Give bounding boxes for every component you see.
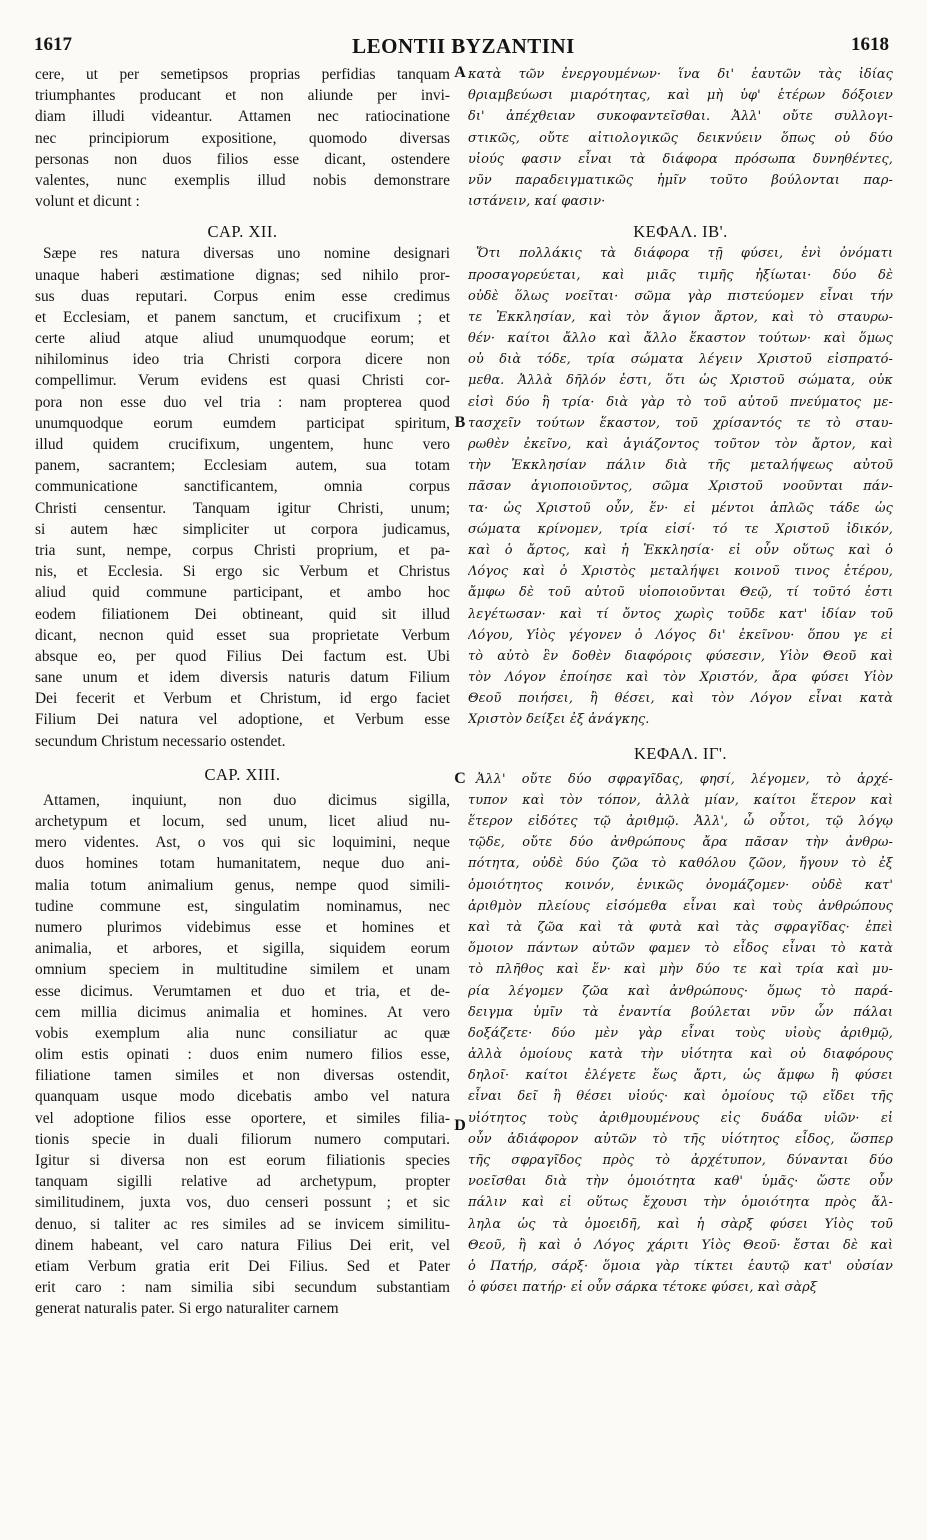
text-line: οὖν ἀδιάφορον αὐτῶν τὸ τῆς υἱότητος εἶδος, ὥσπερ: [468, 1131, 893, 1147]
text-line: similitudinem, juxta vos, duo censeri possunt ; et sic: [35, 1194, 450, 1212]
text-line: ἀριθμὸν πλείους εἰσόμεθα εἶναι καὶ τοὺς ἀνθρώπους: [468, 898, 893, 914]
text-line: Ἀλλ' οὔτε δύο σφραγῖδας, φησί, λέγομεν, τὸ ἀρχέ-: [476, 771, 893, 787]
text-line: archetypum et locum, sed unum, licet aliud nu-: [35, 813, 450, 830]
text-line: τασχεῖν τούτων ἕκαστον, τοῦ χρίσαντός τε τὸ σταυ-: [468, 415, 893, 431]
text-line: ρωθὲν ἐκεῖνο, καὶ ἁγιάζοντος τοῦτον τὸν ἄρτον, καὶ: [468, 437, 893, 452]
text-line: τὸν Λόγον ἐποίησε καὶ τὸν Χριστόν, ἄρα φύσει Υἱὸν: [468, 670, 893, 686]
text-line: οὐδὲ ὅλως νοεῖται· σῶμα γὰρ πιστεύομεν εἶναι τήν: [468, 288, 893, 304]
text-line: personas non duos filios esse dicant, ostendere: [35, 150, 450, 168]
text-line: ληλα ὡς τὰ ὁμοειδῆ, καὶ ἡ σὰρξ φύσει Υἱὸς τοῦ: [468, 1216, 893, 1232]
text-line: σώματα κρίνομεν, τρία εἰσί· τό τε Χριστοῦ ἰδικόν,: [468, 521, 893, 537]
text-line: καὶ ὁ ἄρτος, καὶ ἡ Ἐκκλησία· εἰ οὖν οὕτως καὶ ὁ: [468, 542, 893, 558]
text-line: νῦν παραδειγματικῶς ἡμῖν τοῦτο βούλονται παρ-: [468, 172, 893, 188]
text-line: unumquodque eorum eumdem participat spiritum,: [35, 414, 450, 432]
text-line: Igitur si diversa non est eorum filiationis species: [35, 1152, 450, 1169]
text-line: animalia, et arbores, et sigilla, siquidem eorum: [35, 940, 450, 958]
text-line: dinem habeant, vel caro natura Filius Dei erit, vel: [35, 1236, 450, 1254]
text-line: pora non esse duo vel tria : nam propterea quod: [35, 393, 450, 411]
margin-marker-a: A: [454, 64, 466, 81]
text-line: esse dicimus. Verumtamen et duo et tria, et de-: [35, 982, 450, 1000]
text-line: υἱότητος τοὺς ἀριθμουμένους εἰς δυάδα υἱῶν· εἰ: [468, 1110, 893, 1126]
latin-cap12-heading: CAP. XII.: [207, 222, 278, 242]
text-line: vel adoptione filios esse oportere, et similes filia-: [35, 1109, 450, 1127]
text-line: ρία λέγομεν ζῶα καὶ ἀνθρώπους· ὅμως τὸ παρά-: [468, 983, 893, 999]
text-line: panem, sacrantem; Ecclesiam autem, sua totam: [35, 457, 450, 475]
text-line: ἀλλὰ ὁμοίους κατὰ τὴν υἱότητα καὶ οὐ διαφόρους: [468, 1047, 893, 1063]
text-line: tanquam sigilli relative ad archetypum, propter: [35, 1173, 450, 1191]
margin-marker-d: D: [454, 1117, 466, 1134]
text-line: numero plurimos videbimus esse et homines et: [35, 918, 450, 936]
text-line: ἕτερον εἰδότες τῷ ἀριθμῷ. Ἀλλ', ὦ οὗτοι, τῷ λόγῳ: [468, 814, 893, 829]
text-line: secundum Christum necessario ostendet.: [35, 732, 286, 750]
text-line: malia totum animalium genus, nempe quod simili-: [35, 876, 450, 894]
text-line: τὴν Ἐκκλησίαν πάλιν διὰ τῆς μεταλήψεως αὐτοῦ: [468, 458, 893, 474]
text-line: Λόγου, Υἱὸς γέγονεν ὁ Λόγος δι' ἐκεῖνου· ὅπου γε εἰ: [468, 627, 893, 643]
text-line: nec principiorum expositione, quomodo diversas: [35, 129, 450, 147]
text-line: tudine commune est, singulatim nominamus, nec: [35, 897, 450, 915]
text-line: οὐ διὰ τόδε, τρία σώματα λέγειν Χριστοῦ εἰσπρατό-: [468, 352, 893, 368]
text-line: mero videntes. Ast, o vos qui sic loquimini, neque: [35, 834, 450, 852]
text-line: πᾶσαν ἁγιοποιοῦντος, σῶμα Χριστοῦ νοοῦνται πάν-: [468, 479, 893, 495]
text-line: τῆς σφραγῖδος πρὸς τὸ ἀρχέτυπον, δύνανται δύο: [468, 1153, 893, 1168]
text-line: erit caro : nam similia sibi secundum substantiam: [35, 1279, 450, 1297]
text-line: duos homines totam humanitatem, neque duo ani-: [35, 855, 450, 873]
page-header: [0, 22, 927, 62]
text-line: ὁμοιότητος κοινόν, ἑνικῶς ὀνομάζομεν· οὐδὲ κατ': [468, 877, 893, 893]
text-line: aliud quid commune participant, et ambo hoc: [35, 584, 450, 602]
text-line: omnium speciem in multitudine similem et unam: [35, 961, 450, 979]
text-line: si autem hæc simpliciter ut corpora judicamus,: [35, 520, 450, 538]
text-line: quanquam usque modo dicebatis ambo vel natura: [35, 1088, 450, 1106]
text-line: communicatione sanctificantem, omnia corpus: [35, 478, 450, 496]
text-line: vobis exemplum alia nunc consiliatur ac quæ: [35, 1024, 450, 1042]
greek-column: [468, 64, 893, 1298]
greek-cap13-text: [468, 769, 893, 1299]
text-line: πάλιν καὶ εἰ οὕτως ἔχουσι τὴν ὁμοιότητα πρὸς ἄλ-: [468, 1195, 893, 1211]
text-line: tionis specie in duali filiorum numero computari.: [35, 1130, 450, 1148]
text-line: δοξάζετε· δύο μὲν γὰρ εἶναι τοὺς υἱοὺς ἀριθμῷ,: [468, 1025, 893, 1041]
text-line: ὁ Πατήρ, σάρξ· ὅμοια γὰρ τίκτει ἑαυτῷ κατ' οὐσίαν: [468, 1258, 893, 1274]
text-line: νοεῖσθαι διὰ τὴν ὁμοιότητα καθ' ὑμᾶς· ὥστε οὖν: [468, 1174, 893, 1190]
text-line: etiam Verbum gratia erit Dei Filius. Sed et Pater: [35, 1257, 450, 1275]
greek-cap13-heading: ΚΕΦΑΛ. ΙΓ'.: [633, 743, 728, 763]
text-line: καὶ τὰ ζῶα καὶ τὰ φυτὰ καὶ τὰς σφραγῖδας· ἐπεὶ: [468, 919, 893, 935]
text-line: Θεοῦ, ἢ καὶ ὁ Λόγος χάριτι Υἱὸς Θεοῦ· ἔσται δὲ καὶ: [468, 1237, 893, 1253]
text-line: ἄμφω δὲ τοῦ αὐτοῦ υἱοποιοῦνται Θεῷ, τί τοῦτό ἐστι: [468, 585, 893, 601]
latin-cap13-text: [35, 790, 450, 1320]
text-line: generat naturalis pater. Si ergo naturaliter carnem: [35, 1300, 339, 1318]
text-line: cem millia dicimus animalia et homines. At vero: [35, 1003, 450, 1021]
text-line: volunt et dicunt :: [35, 193, 140, 211]
text-line: sane unum et idem diversis naturis datum Filium: [35, 669, 450, 687]
text-line: Λόγος καὶ ὁ Χριστὸς μεταλήψει κοινοῦ τινος ἑτέρου,: [468, 564, 893, 580]
greek-intro: [468, 64, 893, 212]
text-line: ὁ φύσει πατήρ· εἰ οὖν σάρκα τέτοκε φύσει, καὶ σὰρξ: [468, 1280, 818, 1296]
left-page-number: 1617: [34, 34, 72, 55]
text-line: τὸ πλῆθος καὶ ἕν· καὶ μὴν δύο τε καὶ τρία καὶ μυ-: [468, 962, 893, 978]
text-line: sus duas reputari. Corpus enim esse credimus: [35, 287, 450, 305]
text-line: λεγέτωσαν· καὶ τί ὄντος χωρὶς τοῦδε κατ' ἰδίαν τοῦ: [468, 606, 893, 622]
text-line: τε Ἐκκλησίαν, καὶ τὸν ἅγιον ἄρτον, καὶ τὸ σταυρω-: [468, 309, 893, 325]
text-line: cere, ut per semetipsos proprias perfidias tanquam: [35, 66, 450, 83]
text-line: Christi censentur. Tanquam igitur Christi, unum;: [35, 499, 450, 517]
latin-intro: [35, 64, 450, 212]
text-line: absque eo, per quod Filius Dei factum est. Ubi: [35, 647, 450, 665]
text-line: diam illudi videantur. Attamen nec ratiocinatione: [35, 108, 450, 126]
running-title: LEONTII BYZANTINI: [352, 34, 575, 58]
text-line: τὸ αὐτὸ ἓν δοθὲν διαφόροις φύσεσιν, Υἱὸν Θεοῦ καὶ: [468, 648, 893, 664]
text-line: τυπον καὶ τὸν τόπον, ἀλλὰ μίαν, καίτοι ἕτερον καὶ: [468, 792, 893, 808]
text-line: ιστάνειν, καί φασιν·: [468, 194, 606, 210]
text-line: Sæpe res natura diversas uno nomine designari: [43, 245, 450, 263]
text-line: tria sunt, nempe, corpus Christi proprium, et pa-: [35, 541, 450, 559]
text-line: denuo, si taliter ac res similes ad se invicem similitu-: [35, 1215, 450, 1233]
right-page-number: 1618: [851, 34, 889, 55]
text-line: Attamen, inquiunt, non duo dicimus sigilla,: [43, 791, 450, 809]
text-line: μεθα. Ἀλλὰ δῆλόν ἐστι, ὅτι ὡς Χριστοῦ σώματα, οὐκ: [468, 373, 893, 389]
text-line: valentes, nunc exemplis illud nobis demonstrare: [35, 171, 450, 189]
text-line: illud quidem crucifixum, ungentem, hunc vero: [35, 436, 450, 453]
text-line: Χριστὸν δείξει ἐξ ἀνάγκης.: [468, 712, 650, 728]
text-line: πότητα, οὐδὲ δύο ζῶα τὸ καθόλου ζῶον, ἤγουν τὸ ἐξ: [468, 856, 893, 872]
text-line: δειγμα ὑμῖν τὰ ἐναντία βούλεται νῦν ὧν πάλαι: [468, 1004, 893, 1020]
text-line: eodem filiationem Dei obtineant, quid sit illud: [35, 605, 450, 623]
margin-marker-c: C: [454, 770, 466, 787]
text-line: unaque haberi æstimatione dignas; sed nihilo pror-: [35, 266, 450, 284]
text-line: compellimur. Verum evidens est quasi Christi cor-: [35, 372, 450, 390]
text-line: εἰσὶ δύο ἢ τρία· διὰ γὰρ τὸ τοῦ αὐτοῦ πνεύματος με-: [468, 394, 893, 410]
text-line: προσαγορεύεται, καὶ μιᾶς τιμῆς ἠξίωται· δύο δὲ: [468, 267, 893, 283]
margin-marker-b: B: [454, 414, 466, 431]
text-line: θριαμβεύωσι μιαρότητας, καὶ μὴ ὑφ' ἑτέρων δόξοιεν: [468, 88, 893, 104]
text-line: θέν· καίτοι ἄλλο καὶ ἄλλο ἕκαστον τούτων· καὶ ὅμως: [468, 331, 893, 347]
text-line: δηλοῖ· καίτοι ἐλέγετε ἕως ἄρτι, ὡς ἄμφω ἢ φύσει: [468, 1068, 893, 1084]
text-line: Dei fecerit et Verbum et Christum, id ergo faciet: [35, 690, 450, 708]
text-line: κατὰ τῶν ἐνεργουμένων· ἵνα δι' ἑαυτῶν τὰς ἰδίας: [468, 67, 893, 82]
latin-column: [35, 64, 450, 1320]
text-line: Filium Dei natura vel adoptione, et Verbum esse: [35, 711, 450, 729]
text-line: υἱούς φασιν εἶναι τὰ διάφορα πρόσωπα δυνηθέντες,: [468, 151, 893, 167]
text-line: ὅμοιον πάντων αὐτῶν φαμεν τὸ εἶδος εἶναι τὸ κατὰ: [468, 941, 893, 957]
text-line: nihilominus ideo tria Christi corpora dicere non: [35, 351, 450, 369]
text-line: et Ecclesiam, et panem sanctum, et crucifixum ; et: [35, 308, 450, 326]
latin-cap13-heading: CAP. XIII.: [204, 764, 281, 784]
text-line: τα· ὡς Χριστοῦ οὖν, ἕν· εἰ μέντοι ἁπλῶς τάδε ὡς: [468, 500, 893, 516]
text-line: εἶναι δεῖ ἢ θέσει υἱούς· καὶ ὁμοίους τῷ εἴδει τῆς: [468, 1089, 893, 1105]
greek-cap12-heading: ΚΕΦΑΛ. ΙΒ'.: [633, 222, 728, 242]
text-line: nis, et Ecclesia. Si ergo sic Verbum et Christus: [35, 563, 450, 581]
greek-cap12-text: [468, 243, 893, 730]
text-line: certe aliud atque aliud unumquodque eorum; et: [35, 330, 450, 348]
text-line: olim estis opinati : duos enim numero filios esse,: [35, 1046, 450, 1064]
text-line: Θεοῦ ποιήσει, ἢ θέσει, καὶ τὸν Λόγον εἶναι κατὰ: [468, 691, 893, 707]
text-line: dicant, necnon quid esset sua proprietate Verbum: [35, 626, 450, 644]
text-line: triumphantes producant et non aliunde per invi-: [35, 87, 450, 105]
text-line: filiatione tamen similes et non diversas ostendit,: [35, 1067, 450, 1085]
latin-cap12-text: [35, 243, 450, 752]
text-line: Ὅτι πολλάκις τὰ διάφορα τῇ φύσει, ἑνὶ ὀνόματι: [476, 246, 893, 262]
text-line: δι' ἀπέχθειαν συκοφαντεῖσθαι. Ἀλλ' οὔτε συλλογι-: [468, 109, 893, 125]
text-line: στικῶς, οὔτε αἰτιολογικῶς δεικνύειν ὅπως οὐ δύο: [468, 130, 893, 146]
text-line: τῷδε, οὔτε δύο ἀνθρώπους ἄρα πᾶσαν τὴν ἀνθρω-: [468, 835, 893, 851]
